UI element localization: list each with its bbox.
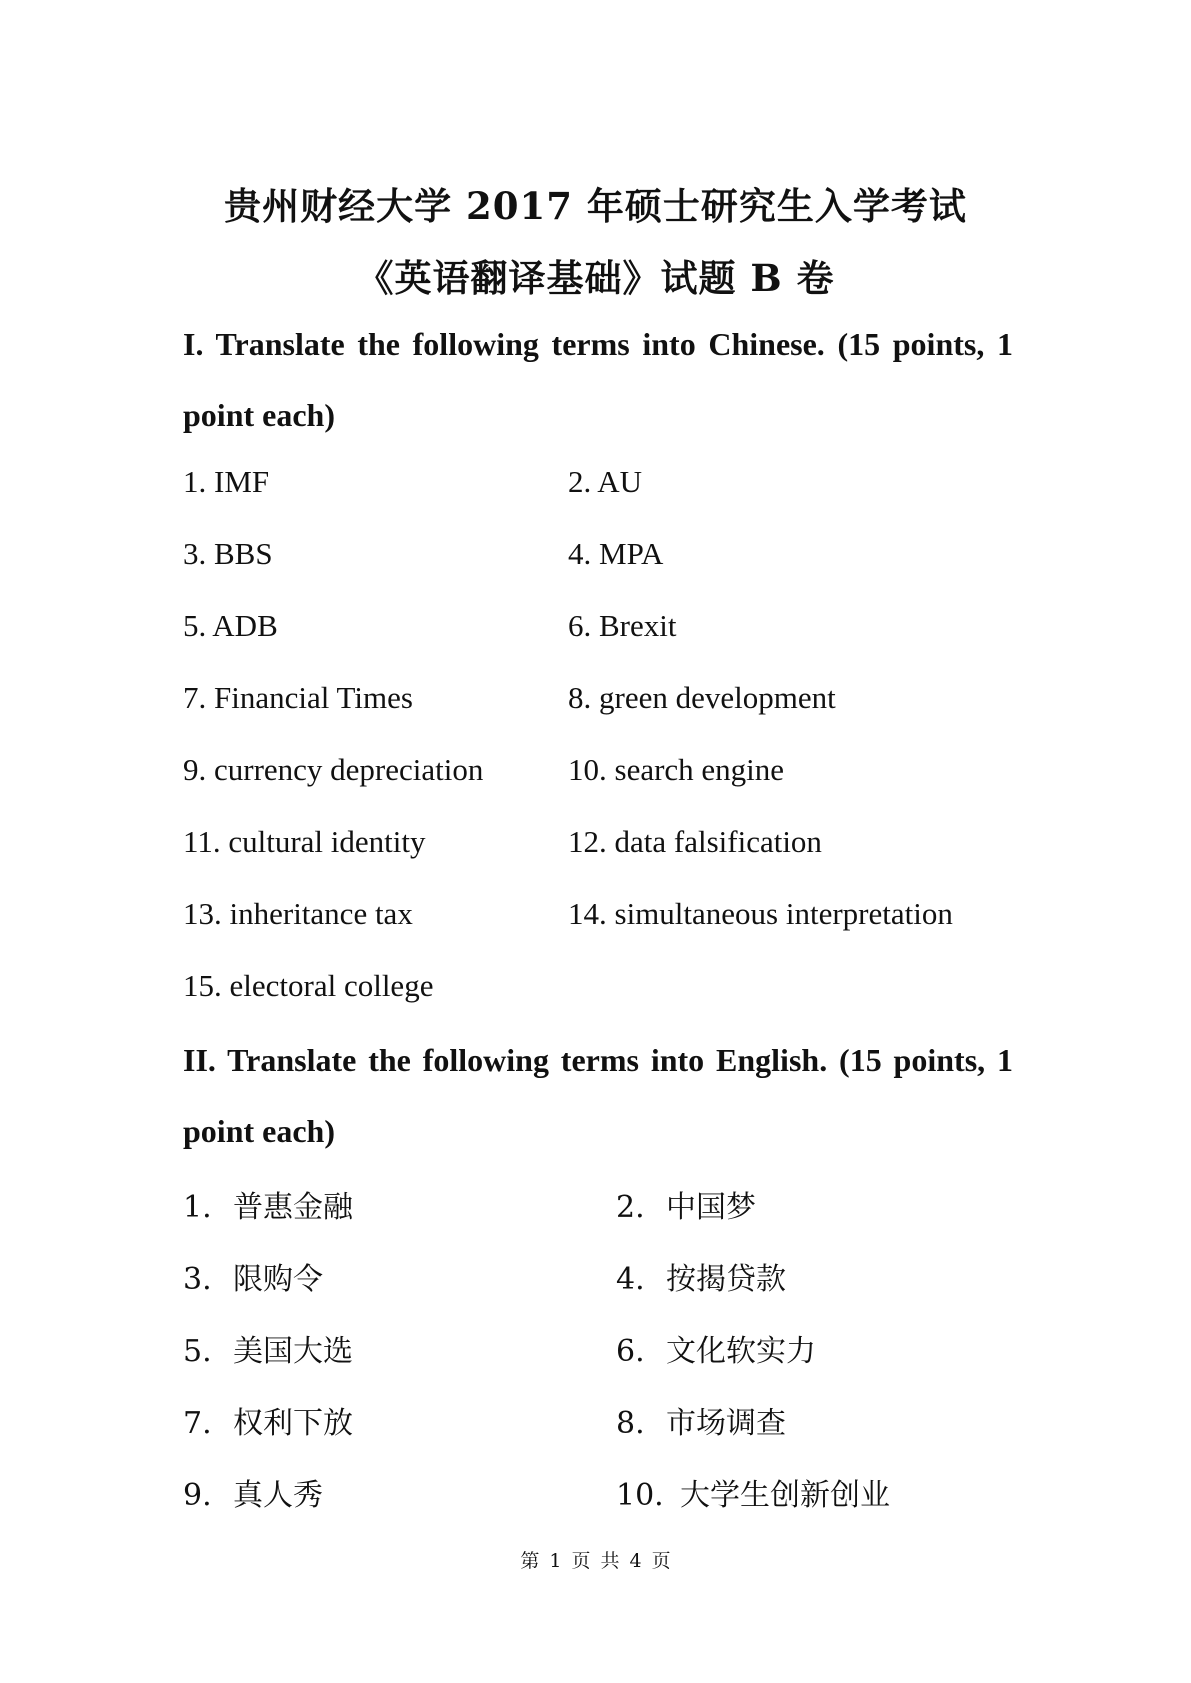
term-item: 4. MPA <box>568 536 664 571</box>
term-item <box>616 1182 756 1226</box>
term-text: 中国梦 <box>666 1190 756 1225</box>
exam-subtitle: 《英语翻译基础》试题 B 卷 <box>356 256 835 300</box>
term-text: 权利下放 <box>233 1406 353 1441</box>
term-number: 9. <box>183 1478 212 1513</box>
term-row <box>0 608 1191 648</box>
term-number: 4. <box>616 1262 645 1297</box>
term-row <box>0 1182 1191 1225</box>
term-item: 9. currency depreciation <box>183 752 484 787</box>
term-item: 1. IMF <box>183 464 270 499</box>
term-item: 5. ADB <box>183 608 278 643</box>
term-item: 14. simultaneous interpretation <box>568 896 953 931</box>
term-row <box>0 536 1191 576</box>
section-1-heading-line1: I. Translate the following terms into Chinese. (15 points, 1 <box>183 326 1013 362</box>
section-1-heading <box>183 326 1013 434</box>
term-item <box>183 1182 353 1226</box>
term-text: 市场调查 <box>666 1406 786 1441</box>
section-2-heading <box>183 1042 1013 1150</box>
term-item <box>616 1254 786 1298</box>
term-item: 6. Brexit <box>568 608 677 643</box>
term-item: 3. BBS <box>183 536 273 571</box>
term-item <box>616 1326 816 1370</box>
page-footer: 第 1 页 共 4 页 <box>520 1550 671 1572</box>
term-text: 按揭贷款 <box>666 1262 786 1297</box>
term-item <box>183 1398 353 1442</box>
term-row <box>0 896 1191 936</box>
term-number: 1. <box>183 1190 212 1225</box>
term-item <box>183 1254 323 1298</box>
term-item: 10. search engine <box>568 752 785 787</box>
term-text: 美国大选 <box>233 1334 353 1369</box>
term-row <box>0 680 1191 720</box>
term-text: 大学生创新创业 <box>680 1478 890 1513</box>
section-2-heading-line2: point each) <box>183 1113 335 1149</box>
term-row <box>0 1326 1191 1369</box>
term-text: 真人秀 <box>233 1478 323 1513</box>
term-item: 12. data falsification <box>568 824 822 859</box>
term-number: 6. <box>616 1334 645 1369</box>
exam-title: 贵州财经大学 2017 年硕士研究生入学考试 <box>224 184 967 228</box>
term-number: 2. <box>616 1190 645 1225</box>
term-item: 11. cultural identity <box>183 824 426 859</box>
section-2-heading-line1: II. Translate the following terms into English. (15 points, 1 <box>183 1042 1013 1078</box>
term-row <box>0 968 1191 1008</box>
term-item <box>616 1470 890 1514</box>
term-number: 10. <box>616 1478 664 1513</box>
term-text: 普惠金融 <box>233 1190 353 1225</box>
term-number: 3. <box>183 1262 212 1297</box>
term-item: 2. AU <box>568 464 643 499</box>
term-item: 15. electoral college <box>183 968 434 1003</box>
term-item <box>183 1470 323 1514</box>
term-row <box>0 824 1191 864</box>
term-text: 限购令 <box>233 1262 323 1297</box>
section-1-heading-line2: point each) <box>183 397 335 433</box>
term-number: 5. <box>183 1334 212 1369</box>
term-row <box>0 464 1191 504</box>
term-row <box>0 1470 1191 1513</box>
term-number: 8. <box>616 1406 645 1441</box>
term-item: 7. Financial Times <box>183 680 413 715</box>
term-item: 13. inheritance tax <box>183 896 413 931</box>
term-row <box>0 1254 1191 1297</box>
term-number: 7. <box>183 1406 212 1441</box>
term-item: 8. green development <box>568 680 836 715</box>
term-item <box>616 1398 786 1442</box>
term-item <box>183 1326 353 1370</box>
term-row <box>0 752 1191 792</box>
term-text: 文化软实力 <box>666 1334 816 1369</box>
term-row <box>0 1398 1191 1441</box>
